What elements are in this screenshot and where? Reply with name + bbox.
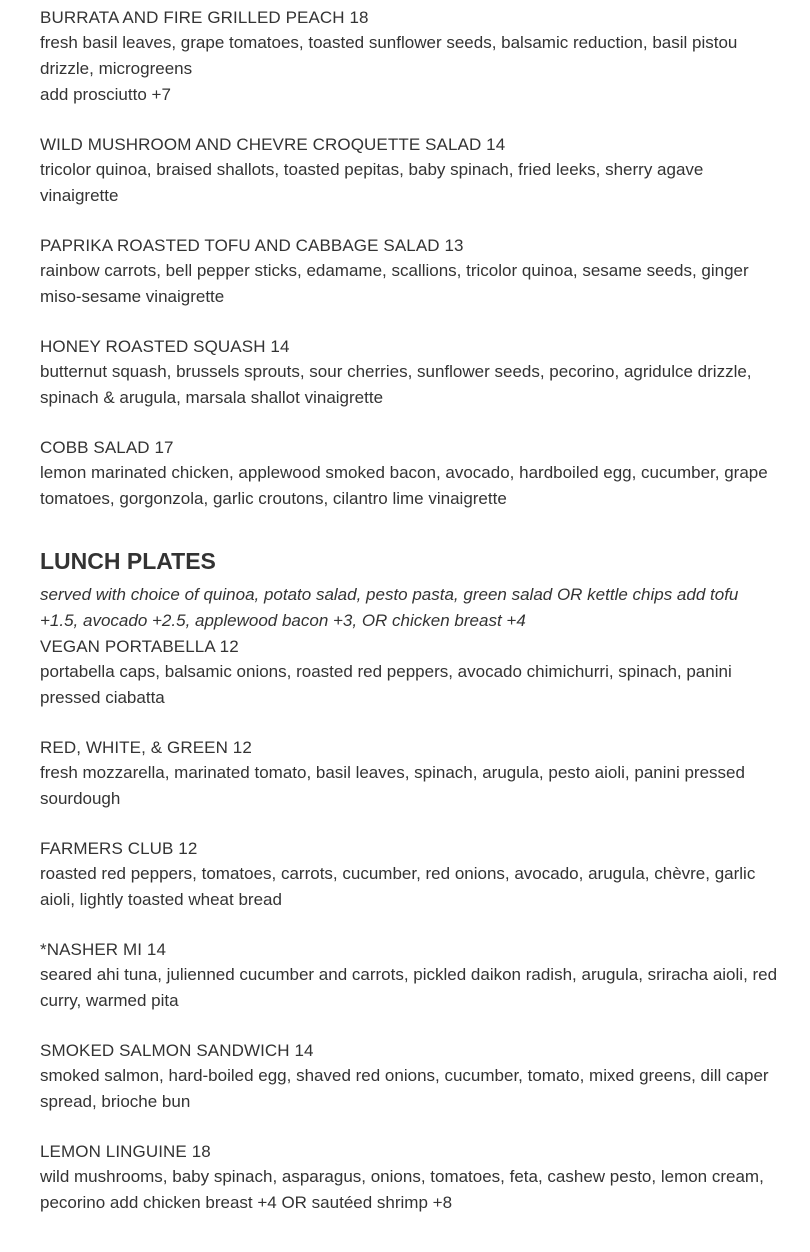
menu-item	[40, 435, 780, 512]
menu-item-description: fresh mozzarella, marinated tomato, basil leaves, spinach, arugula, pesto aioli, panini pressed sourdough	[40, 763, 745, 808]
menu-item-title: SMOKED SALMON SANDWICH 14	[40, 1041, 314, 1060]
menu-item-description: seared ahi tuna, julienned cucumber and carrots, pickled daikon radish, arugula, sriracha aioli, red curry, warmed pita	[40, 965, 778, 1010]
menu-item-addon: add prosciutto +7	[40, 85, 171, 104]
menu-item-description: lemon marinated chicken, applewood smoked bacon, avocado, hardboiled egg, cucumber, grape tomatoes, gorgonzola, garlic croutons, cilantro lime vinaigrette	[40, 463, 768, 508]
menu-item	[40, 634, 780, 711]
menu-item-description: tricolor quinoa, braised shallots, toasted pepitas, baby spinach, fried leeks, sherry agave vinaigrette	[40, 160, 704, 205]
menu-item-title: FARMERS CLUB 12	[40, 839, 198, 858]
menu-item	[40, 735, 780, 812]
section-heading: LUNCH PLATES	[40, 548, 216, 574]
menu-item-description: portabella caps, balsamic onions, roasted red peppers, avocado chimichurri, spinach, panini pressed ciabatta	[40, 662, 732, 707]
menu-item	[40, 1038, 780, 1115]
menu-item-description: roasted red peppers, tomatoes, carrots, cucumber, red onions, avocado, arugula, chèvre, garlic aioli, lightly toasted wheat bread	[40, 864, 756, 909]
menu-item-title: RED, WHITE, & GREEN 12	[40, 738, 252, 757]
menu-page	[40, 5, 780, 1240]
menu-item	[40, 5, 780, 108]
menu-item-description: smoked salmon, hard-boiled egg, shaved red onions, cucumber, tomato, mixed greens, dill caper spread, brioche bun	[40, 1066, 769, 1111]
menu-item-description: fresh basil leaves, grape tomatoes, toasted sunflower seeds, balsamic reduction, basil pistou drizzle, microgreens	[40, 33, 738, 78]
menu-item	[40, 937, 780, 1014]
menu-item	[40, 233, 780, 310]
menu-item-title: PAPRIKA ROASTED TOFU AND CABBAGE SALAD 13	[40, 236, 464, 255]
menu-item-title: LEMON LINGUINE 18	[40, 1142, 211, 1161]
menu-item	[40, 836, 780, 913]
menu-item	[40, 132, 780, 209]
menu-item-description: rainbow carrots, bell pepper sticks, edamame, scallions, tricolor quinoa, sesame seeds, ginger miso-sesame vinaigrette	[40, 261, 749, 306]
menu-item	[40, 334, 780, 411]
menu-item-title: VEGAN PORTABELLA 12	[40, 637, 239, 656]
section-note: served with choice of quinoa, potato salad, pesto pasta, green salad OR kettle chips add tofu +1.5, avocado +2.5, applewood bacon +3, OR chicken breast +4	[40, 585, 739, 630]
menu-item-title: BURRATA AND FIRE GRILLED PEACH 18	[40, 8, 369, 27]
menu-item-title: WILD MUSHROOM AND CHEVRE CROQUETTE SALAD 14	[40, 135, 506, 154]
menu-item	[40, 1139, 780, 1216]
menu-item-description: butternut squash, brussels sprouts, sour cherries, sunflower seeds, pecorino, agridulce drizzle, spinach & arugula, marsala shallot vinaigrette	[40, 362, 752, 407]
menu-item-title: *NASHER MI 14	[40, 940, 167, 959]
salads-section	[40, 5, 780, 512]
menu-item-title: HONEY ROASTED SQUASH 14	[40, 337, 290, 356]
menu-item-title: COBB SALAD 17	[40, 438, 174, 457]
lunch-plates-section	[40, 546, 780, 1216]
menu-item-description: wild mushrooms, baby spinach, asparagus, onions, tomatoes, feta, cashew pesto, lemon cream, pecorino add chicken breast +4 OR sautéed shrimp +8	[40, 1167, 764, 1212]
